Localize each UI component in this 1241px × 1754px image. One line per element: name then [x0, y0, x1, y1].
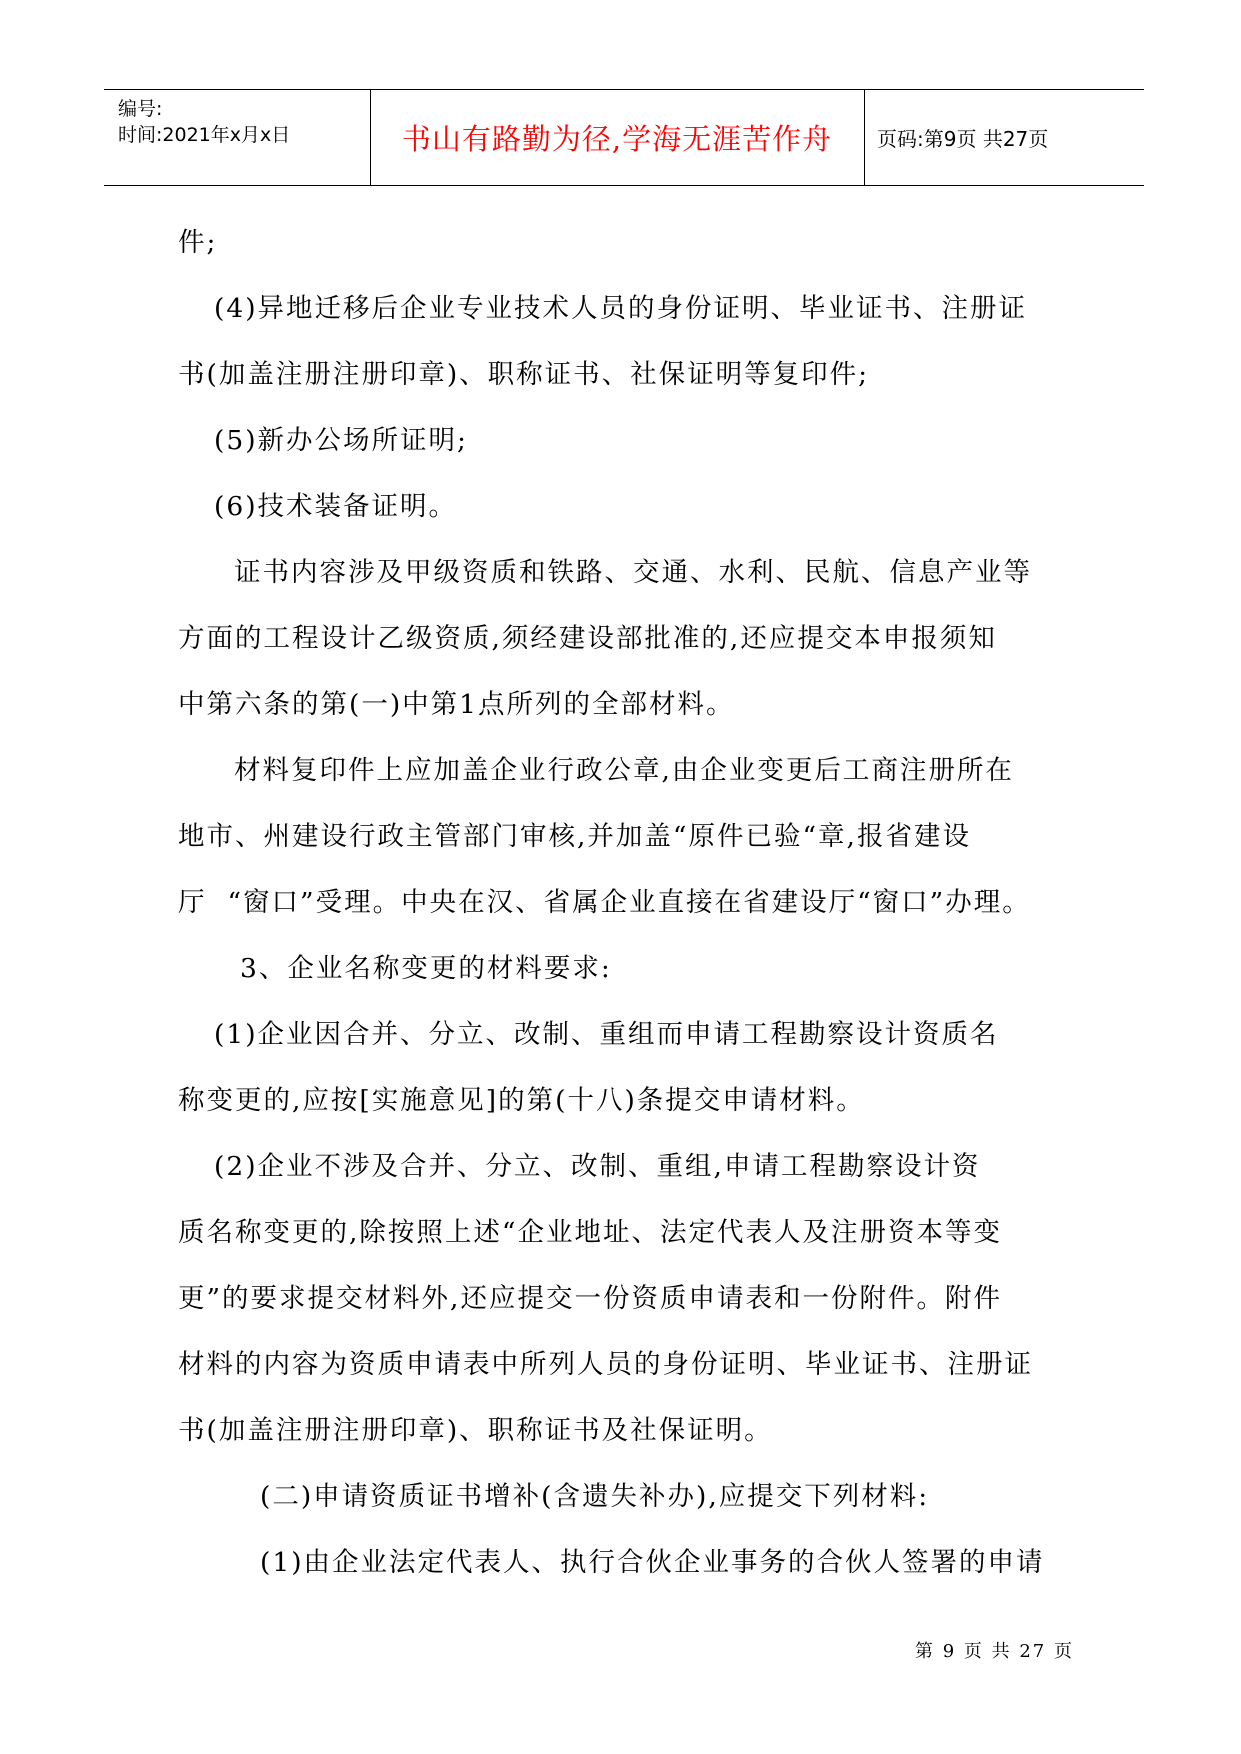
text-line: 质名称变更的,除按照上述“企业地址、法定代表人及注册资本等变 [178, 1217, 1002, 1248]
text-fragment: 厅 [178, 887, 207, 918]
text-line [178, 870, 1073, 936]
text-line: (4)异地迁移后企业专业技术人员的身份证明、毕业证书、注册证 [214, 293, 1028, 324]
text-line: 更”的要求提交材料外,还应提交一份资质申请表和一份附件。附件 [178, 1283, 1002, 1314]
text-line: (1)由企业法定代表人、执行合伙企业事务的合伙人签署的申请 [260, 1547, 1045, 1578]
text-line: 材料复印件上应加盖企业行政公章,由企业变更后工商注册所在 [234, 755, 1014, 786]
page-header [104, 89, 1144, 186]
document-body [178, 210, 1073, 1596]
page-footer: 第 9 页 共 27 页 [915, 1641, 1074, 1662]
header-meta-cell [104, 90, 371, 185]
text-line: 方面的工程设计乙级资质,须经建设部批准的,还应提交本申报须知 [178, 623, 997, 654]
header-motto: 书山有路勤为径,学海无涯苦作舟 [370, 90, 865, 185]
text-line: (1)企业因合并、分立、改制、重组而申请工程勘察设计资质名 [214, 1019, 999, 1050]
text-line: 称变更的,应按[实施意见]的第(十八)条提交申请材料。 [178, 1085, 865, 1116]
header-page-info: 页码:第9页 共27页 [877, 127, 1049, 151]
text-line: (2)企业不涉及合并、分立、改制、重组,申请工程勘察设计资 [214, 1151, 981, 1182]
document-number-label: 编号: [118, 98, 163, 120]
text-line: 证书内容涉及甲级资质和铁路、交通、水利、民航、信息产业等 [234, 557, 1032, 588]
text-line: 材料的内容为资质申请表中所列人员的身份证明、毕业证书、注册证 [178, 1349, 1033, 1380]
text-line: (6)技术装备证明。 [214, 491, 458, 522]
text-line: 书(加盖注册注册印章)、职称证书、社保证明等复印件; [178, 359, 870, 390]
text-line: 地市、州建设行政主管部门审核,并加盖“原件已验“章,报省建设 [178, 821, 971, 852]
text-line: 中第六条的第(一)中第1点所列的全部材料。 [178, 689, 735, 720]
text-line: 书(加盖注册注册印章)、职称证书及社保证明。 [178, 1415, 773, 1446]
text-line: (5)新办公场所证明; [214, 425, 468, 456]
text-fragment: “窗口”受理。中央在汉、省属企业直接在省建设厅“窗口”办理。 [227, 887, 1031, 918]
text-line: 件; [178, 227, 218, 258]
text-line: (二)申请资质证书增补(含遗失补办),应提交下列材料: [260, 1481, 930, 1512]
document-time-label: 时间:2021年x月x日 [118, 124, 291, 146]
text-line: 3、企业名称变更的材料要求: [240, 953, 612, 984]
